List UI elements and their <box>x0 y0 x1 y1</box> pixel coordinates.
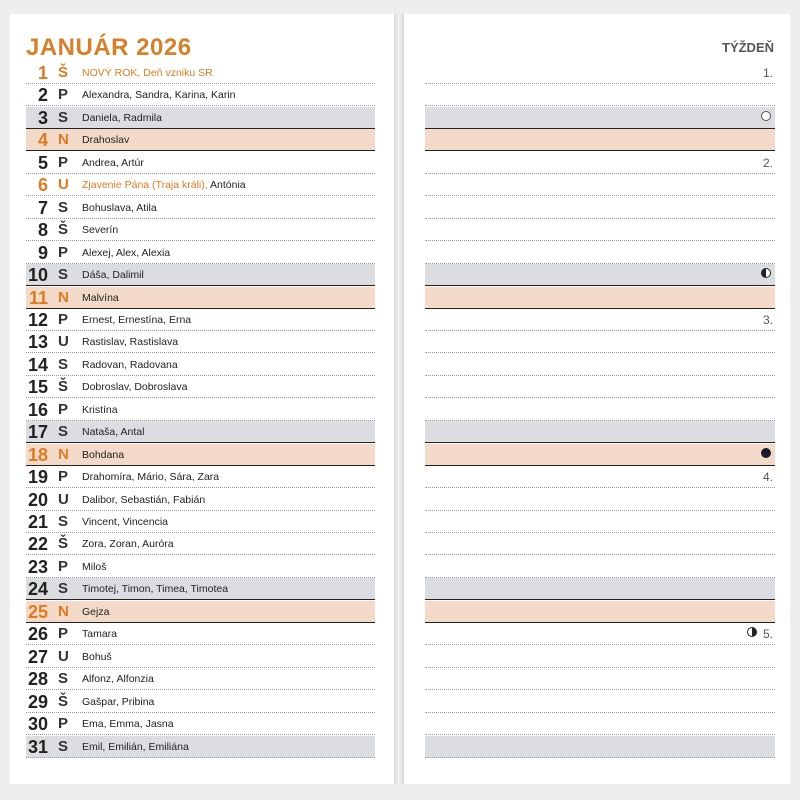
nameday-names <box>82 696 154 709</box>
day-row <box>26 736 375 758</box>
name-list: Vincent, Vincencia <box>82 516 169 528</box>
weekday-letter: P <box>58 625 69 642</box>
day-row <box>26 466 375 488</box>
day-row <box>26 668 375 690</box>
day-row <box>26 623 375 645</box>
day-number: 6 <box>37 175 48 195</box>
last-quarter-icon <box>761 268 771 278</box>
weekday-letter: P <box>58 558 69 575</box>
weekday-letter: U <box>58 491 69 508</box>
full-moon-icon <box>761 111 771 121</box>
notes-row <box>425 107 775 129</box>
day-number: 28 <box>27 669 48 689</box>
name-list: Kristína <box>82 404 118 416</box>
notes-row <box>425 331 775 353</box>
notes-row <box>425 489 775 511</box>
weekday-letter: U <box>58 176 69 193</box>
day-row <box>26 129 375 151</box>
day-number: 2 <box>37 85 48 105</box>
notes-row <box>425 152 775 174</box>
nameday-names <box>82 381 187 394</box>
page-gutter <box>394 14 404 784</box>
day-number: 20 <box>27 490 48 510</box>
day-number: 30 <box>27 714 48 734</box>
day-number: 14 <box>27 355 48 375</box>
notes-row <box>425 354 775 376</box>
day-row <box>26 444 375 466</box>
nameday-names <box>82 157 144 170</box>
notes-row <box>425 309 775 331</box>
day-row <box>26 264 375 286</box>
name-list: Timotej, Timon, Timea, Timotea <box>82 583 229 595</box>
nameday-names <box>82 538 174 551</box>
weekday-letter: S <box>58 580 69 597</box>
day-number: 17 <box>27 422 48 442</box>
notes-row <box>425 511 775 533</box>
notes-row <box>425 533 775 555</box>
notes-row <box>425 62 775 84</box>
nameday-names <box>82 224 118 237</box>
nameday-names <box>82 247 170 260</box>
nameday-names <box>82 426 144 439</box>
day-number: 1 <box>37 63 48 83</box>
name-list: Bohuš <box>82 651 112 663</box>
weekday-letter: Š <box>58 221 69 238</box>
name-list: Rastislav, Rastislava <box>82 336 179 348</box>
notes-row <box>425 376 775 398</box>
name-list: Radovan, Radovana <box>82 359 178 371</box>
weekday-letter: S <box>58 513 69 530</box>
day-number: 24 <box>27 579 48 599</box>
name-list: Tamara <box>82 628 118 640</box>
weekday-letter: P <box>58 154 69 171</box>
day-number: 16 <box>27 400 48 420</box>
notes-row <box>425 129 775 151</box>
weekday-letter: Š <box>58 64 69 81</box>
day-number: 15 <box>27 377 48 397</box>
weekday-letter: Š <box>58 378 69 395</box>
day-number: 31 <box>27 737 48 757</box>
name-list: Drahomíra, Mário, Sára, Zara <box>82 471 220 483</box>
nameday-names <box>82 404 118 417</box>
notes-row <box>425 197 775 219</box>
notes-row <box>425 242 775 264</box>
name-list: Alfonz, Alfonzia <box>82 673 154 685</box>
name-list: Dáša, Dalimil <box>82 269 144 281</box>
holiday-name: Zjavenie Pána (Traja králi), <box>82 179 208 191</box>
name-list: Miloš <box>82 561 107 573</box>
day-row <box>26 511 375 533</box>
nameday-names <box>82 741 189 754</box>
day-row <box>26 354 375 376</box>
week-number: 1. <box>762 66 773 80</box>
day-row <box>26 399 375 421</box>
name-list: Daniela, Radmila <box>82 112 162 124</box>
nameday-names <box>82 179 246 192</box>
weekday-letter: S <box>58 670 69 687</box>
weekday-letter: P <box>58 715 69 732</box>
day-row <box>26 107 375 129</box>
day-row <box>26 646 375 668</box>
month-title: JANUÁR 2026 <box>26 34 192 61</box>
weekday-letter: S <box>58 109 69 126</box>
notes-row <box>425 444 775 466</box>
weekday-letter: Š <box>58 693 69 710</box>
notes-row <box>425 421 775 443</box>
notes-row <box>425 623 775 645</box>
day-number: 9 <box>37 243 48 263</box>
day-number: 11 <box>28 288 48 308</box>
day-number: 26 <box>27 624 48 644</box>
nameday-names <box>82 561 107 574</box>
nameday-names <box>82 606 109 619</box>
name-list: Severín <box>82 224 119 236</box>
notes-row <box>425 646 775 668</box>
nameday-names <box>82 494 205 507</box>
nameday-names <box>82 359 178 372</box>
day-number: 12 <box>27 310 48 330</box>
day-row <box>26 578 375 600</box>
notes-row <box>425 219 775 241</box>
notes-row <box>425 578 775 600</box>
nameday-names <box>82 516 168 529</box>
weekday-letter: P <box>58 311 69 328</box>
nameday-names <box>82 202 157 215</box>
name-list: Alexandra, Sandra, Karina, Karin <box>82 89 236 101</box>
name-list: Andrea, Artúr <box>82 157 144 169</box>
day-row <box>26 489 375 511</box>
first-quarter-icon <box>747 627 757 637</box>
notes-row <box>425 736 775 758</box>
day-number: 5 <box>37 153 48 173</box>
notes-row <box>425 174 775 196</box>
day-number: 29 <box>27 692 48 712</box>
day-row <box>26 219 375 241</box>
name-list: Dalibor, Sebastián, Fabián <box>82 494 206 506</box>
nameday-names <box>82 89 236 102</box>
nameday-names <box>82 314 191 327</box>
notes-row <box>425 84 775 106</box>
weekday-letter: S <box>58 199 69 216</box>
name-list: Nataša, Antal <box>82 426 145 438</box>
notes-row <box>425 601 775 623</box>
name-list: Alexej, Alex, Alexia <box>82 247 171 259</box>
notes-row <box>425 668 775 690</box>
new-moon-icon <box>761 448 771 458</box>
day-row <box>26 691 375 713</box>
day-row <box>26 533 375 555</box>
nameday-names <box>82 112 162 125</box>
holiday-name: NOVÝ ROK, Deň vzniku SR <box>82 67 213 79</box>
day-row <box>26 556 375 578</box>
day-number: 21 <box>27 512 48 532</box>
day-row <box>26 421 375 443</box>
week-number: 3. <box>762 313 773 327</box>
day-row <box>26 174 375 196</box>
weekday-letter: U <box>58 648 69 665</box>
notes-row <box>425 264 775 286</box>
day-row <box>26 152 375 174</box>
nameday-names <box>82 673 154 686</box>
day-row <box>26 331 375 353</box>
day-row <box>26 242 375 264</box>
name-list: Gejza <box>82 606 110 618</box>
notes-row <box>425 713 775 735</box>
notes-row <box>425 691 775 713</box>
nameday-names <box>82 583 228 596</box>
day-row <box>26 197 375 219</box>
nameday-names <box>82 628 117 641</box>
name-list: Malvína <box>82 292 119 304</box>
weekday-letter: P <box>58 401 69 418</box>
nameday-names <box>82 134 129 147</box>
week-number: 5. <box>762 627 773 641</box>
day-row <box>26 84 375 106</box>
day-number: 10 <box>27 265 48 285</box>
name-list: Dobroslav, Dobroslava <box>82 381 188 393</box>
weekday-letter: S <box>58 738 69 755</box>
nameday-names <box>82 336 178 349</box>
weekday-letter: N <box>58 131 69 148</box>
nameday-names <box>82 651 112 664</box>
day-row <box>26 376 375 398</box>
day-number: 7 <box>37 198 48 218</box>
name-list: Bohuslava, Atila <box>82 202 157 214</box>
nameday-names <box>82 449 124 462</box>
nameday-names <box>82 67 213 80</box>
weekday-letter: N <box>58 446 69 463</box>
weekday-letter: P <box>58 244 69 261</box>
day-number: 23 <box>27 557 48 577</box>
day-row <box>26 601 375 623</box>
day-number: 3 <box>37 108 48 128</box>
nameday-names <box>82 292 119 305</box>
weekday-letter: S <box>58 423 69 440</box>
week-number: 2. <box>762 156 773 170</box>
day-number: 25 <box>27 602 48 622</box>
day-row <box>26 713 375 735</box>
weekday-letter: S <box>58 356 69 373</box>
name-list: Drahoslav <box>82 134 130 146</box>
notes-row <box>425 399 775 421</box>
day-number: 27 <box>27 647 48 667</box>
weekday-letter: U <box>58 333 69 350</box>
day-number: 19 <box>27 467 48 487</box>
day-number: 4 <box>37 130 48 150</box>
name-list: Antónia <box>207 179 246 191</box>
nameday-names <box>82 718 174 731</box>
weekday-letter: S <box>58 266 69 283</box>
weekday-letter: P <box>58 468 69 485</box>
day-number: 22 <box>27 534 48 554</box>
notes-row <box>425 556 775 578</box>
name-list: Ema, Emma, Jasna <box>82 718 174 730</box>
day-number: 8 <box>37 220 48 240</box>
name-list: Ernest, Ernestína, Erna <box>82 314 192 326</box>
weekday-letter: Š <box>58 535 69 552</box>
notes-row <box>425 287 775 309</box>
day-number: 18 <box>27 445 48 465</box>
weekday-letter: P <box>58 86 69 103</box>
nameday-names <box>82 471 219 484</box>
week-number: 4. <box>762 470 773 484</box>
name-list: Gašpar, Pribina <box>82 696 155 708</box>
day-number: 13 <box>27 332 48 352</box>
notes-row <box>425 466 775 488</box>
name-list: Bohdana <box>82 449 125 461</box>
day-row <box>26 287 375 309</box>
day-row <box>26 62 375 84</box>
nameday-names <box>82 269 144 282</box>
weekday-letter: N <box>58 603 69 620</box>
week-column-header: TÝŽDEŇ <box>722 40 774 55</box>
name-list: Zora, Zoran, Auróra <box>82 538 174 550</box>
weekday-letter: N <box>58 289 69 306</box>
name-list: Emil, Emilián, Emiliána <box>82 741 189 753</box>
day-row <box>26 309 375 331</box>
